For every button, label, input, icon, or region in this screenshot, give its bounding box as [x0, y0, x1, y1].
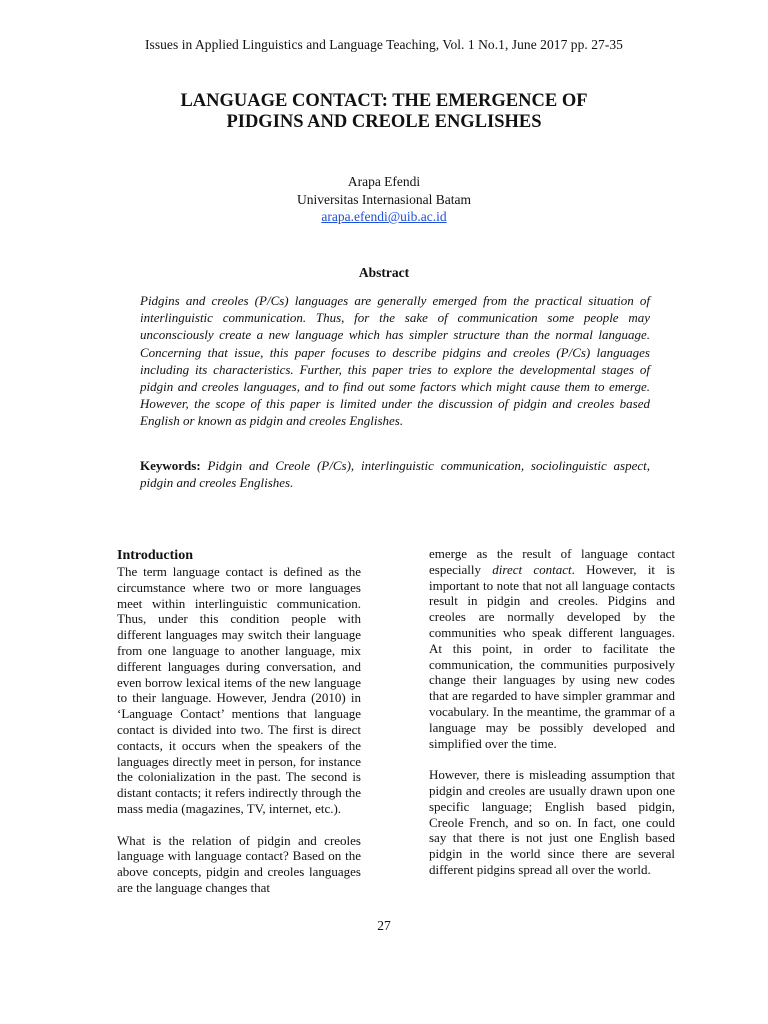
paragraph-spacer — [117, 817, 361, 833]
paper-title-line-1: LANGUAGE CONTACT: THE EMERGENCE OF — [180, 91, 588, 111]
right-column — [429, 546, 675, 878]
author-name: Arapa Efendi — [347, 174, 421, 189]
abstract-heading: Abstract — [358, 265, 410, 280]
right-paragraph-1-end: . However, it is important to note that not all language contacts result in pidgin and creoles. Pidgins and creoles are normally developed by the communities who speak different languages. At this point, in order to facilitate the communication, the communities purposively change their languages by using new codes that are regarded to have simpler grammar and vocabulary. In the meantime, the grammar of a language may be possibly developed and simplified over the time. — [429, 561, 675, 751]
keywords-paragraph — [140, 457, 650, 491]
keywords-label: Keywords: — [140, 458, 201, 473]
paper-title-line-2: PIDGINS AND CREOLE ENGLISHES — [226, 112, 542, 132]
page-number: 27 — [377, 918, 391, 933]
paragraph-spacer — [429, 751, 675, 767]
direct-contact-emphasis: direct contact — [492, 561, 572, 577]
introduction-heading: Introduction — [117, 548, 193, 563]
paper-title — [0, 91, 768, 133]
keywords-text: Pidgin and Creole (P/Cs), interlinguistic communication, sociolinguistic aspect, pidgin and creoles Englishes. — [140, 458, 651, 491]
left-column — [117, 547, 361, 896]
introduction-paragraph-2: What is the relation of pidgin and creoles language with language contact? Based on the above concepts, pidgin and creoles languages are the language changes that — [117, 832, 361, 895]
author-block — [0, 173, 768, 226]
introduction-paragraph-1: The term language contact is defined as the circumstance where two or more languages meet within interlinguistic communication. Thus, under this condition people with different languages may switch their language from one language to another language, mix different languages during conversation, and even borrow lexical items of the new language to their language. However, Jendra (2010) in ‘Language Contact’ mentions that language contact is divided into two. The first is direct contacts, it occurs when the speakers of the languages directly meet in person, for instance the colonialization in the past. The second is distant contacts; it refers indirectly through the mass media (magazines, TV, internet, etc.). — [117, 564, 361, 816]
abstract-body: Pidgins and creoles (P/Cs) languages are generally emerged from the practical situation of interlinguistic communication. Thus, for the sake of communication some people may unconsciously create a new language which has simpler structure than the normal language. Concerning that issue, this paper focuses to describe pidgins and creoles (P/Cs) languages including its characteristics. Further, this paper tries to explore the developmental stages of pidgin and creoles languages, and to find out some factors which might cause them to emerge. However, the scope of this paper is limited under the discussion of pidgin and creoles based English or known as pidgin and creoles Englishes. — [140, 293, 650, 429]
right-paragraph-1-start: emerge as the result of language contact especially — [429, 546, 675, 577]
running-header: Issues in Applied Linguistics and Language Teaching, Vol. 1 No.1, June 2017 pp. 27-35 — [144, 37, 623, 52]
author-email-link[interactable]: arapa.efendi@uib.ac.id — [321, 209, 447, 224]
author-affiliation: Universitas Internasional Batam — [297, 191, 471, 207]
right-paragraph-1 — [429, 546, 675, 751]
right-paragraph-2: However, there is misleading assumption that pidgin and creoles are usually drawn upon one specific language; English based pidgin, Creole French, and so on. In fact, one could say that there is not just one English based pidgin in the world since there are several different pidgins spread all over the world. — [429, 767, 675, 877]
